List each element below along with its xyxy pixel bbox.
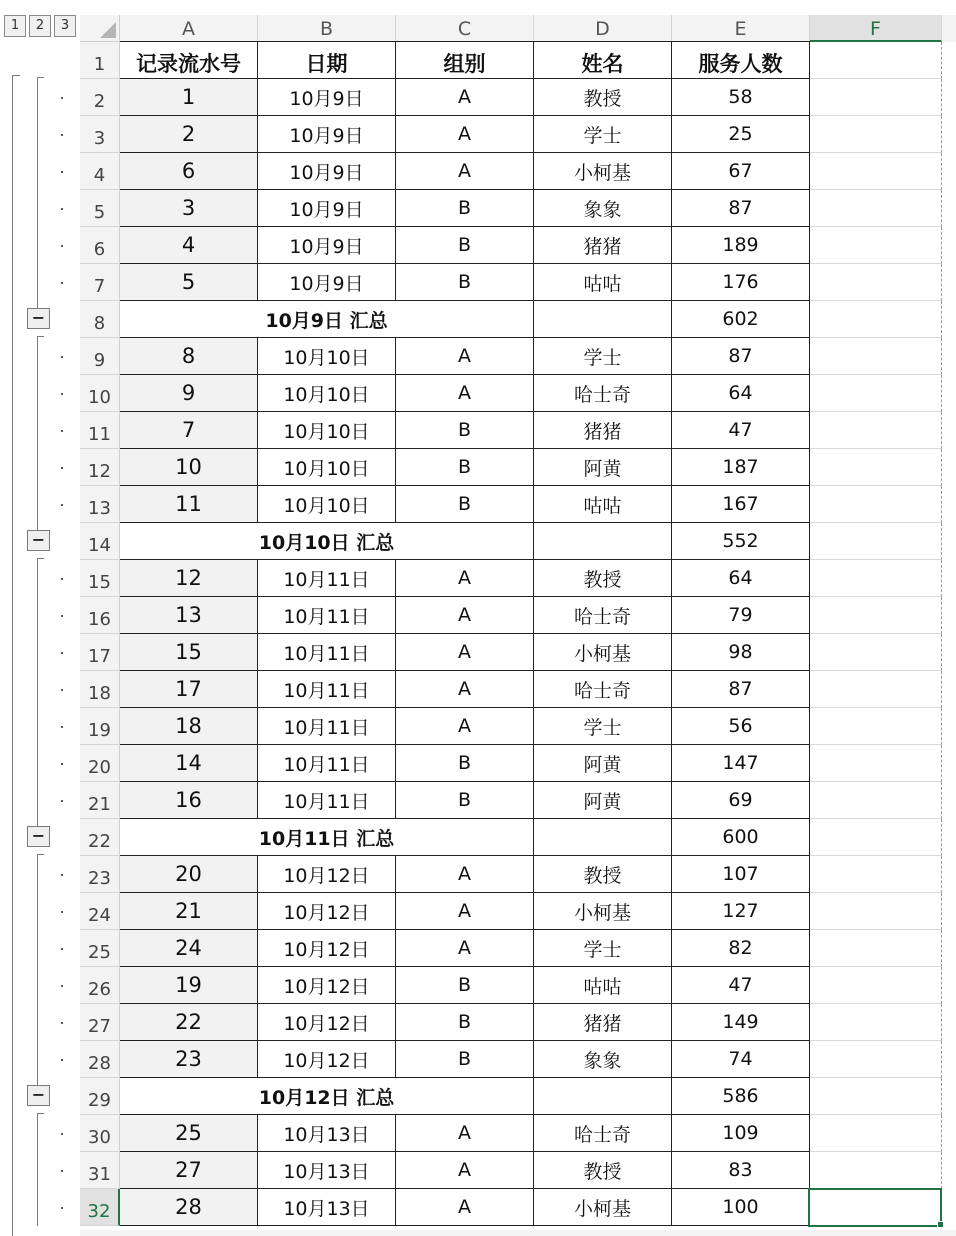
data-cell-c5[interactable]: B bbox=[396, 190, 534, 227]
data-cell-b27[interactable]: 10月12日 bbox=[258, 1004, 396, 1041]
cell-f2[interactable] bbox=[810, 79, 942, 116]
row-header-29[interactable]: 29 bbox=[80, 1078, 120, 1115]
data-cell-c31[interactable]: A bbox=[396, 1152, 534, 1189]
row-header-23[interactable]: 23 bbox=[80, 856, 120, 893]
cell-f1[interactable] bbox=[810, 42, 942, 79]
cell-f28[interactable] bbox=[810, 1041, 942, 1078]
data-cell-e30[interactable]: 109 bbox=[672, 1115, 810, 1152]
column-header-d[interactable]: D bbox=[534, 15, 672, 42]
data-cell-a9[interactable]: 8 bbox=[120, 338, 258, 375]
outline-level-1-button[interactable]: 1 bbox=[4, 15, 26, 37]
summary-cell-d29[interactable] bbox=[534, 1078, 672, 1115]
outline-row-dot-17 bbox=[61, 652, 63, 654]
summary-total-cell-e29[interactable]: 586 bbox=[672, 1078, 810, 1115]
data-cell-c27[interactable]: B bbox=[396, 1004, 534, 1041]
data-cell-e21[interactable]: 69 bbox=[672, 782, 810, 819]
cell-f6[interactable] bbox=[810, 227, 942, 264]
cell-f10[interactable] bbox=[810, 375, 942, 412]
data-cell-e31[interactable]: 83 bbox=[672, 1152, 810, 1189]
data-cell-c26[interactable]: B bbox=[396, 967, 534, 1004]
row-header-16[interactable]: 16 bbox=[80, 597, 120, 634]
data-cell-d21[interactable]: 阿黄 bbox=[534, 782, 672, 819]
sheet-bottom-edge bbox=[80, 1230, 956, 1236]
data-cell-e7[interactable]: 176 bbox=[672, 264, 810, 301]
data-cell-a11[interactable]: 7 bbox=[120, 412, 258, 449]
cell-f15[interactable] bbox=[810, 560, 942, 597]
data-cell-e13[interactable]: 167 bbox=[672, 486, 810, 523]
cell-f9[interactable] bbox=[810, 338, 942, 375]
data-cell-b25[interactable]: 10月12日 bbox=[258, 930, 396, 967]
row-header-26[interactable]: 26 bbox=[80, 967, 120, 1004]
outline-row-dot-5 bbox=[61, 208, 63, 210]
column-header-e[interactable]: E bbox=[672, 15, 810, 42]
data-cell-a5[interactable]: 3 bbox=[120, 190, 258, 227]
outline-row-dot-28 bbox=[61, 1059, 63, 1061]
summary-total-cell-e8[interactable]: 602 bbox=[672, 301, 810, 338]
data-cell-d15[interactable]: 教授 bbox=[534, 560, 672, 597]
data-cell-c6[interactable]: B bbox=[396, 227, 534, 264]
outline-row-dot-30 bbox=[61, 1133, 63, 1135]
data-cell-c30[interactable]: A bbox=[396, 1115, 534, 1152]
outline-row-dot-31 bbox=[61, 1170, 63, 1172]
data-cell-d19[interactable]: 学士 bbox=[534, 708, 672, 745]
data-cell-b7[interactable]: 10月9日 bbox=[258, 264, 396, 301]
header-cell-c[interactable]: 组别 bbox=[396, 42, 534, 79]
outline-row-dot-15 bbox=[61, 578, 63, 580]
data-cell-d12[interactable]: 阿黄 bbox=[534, 449, 672, 486]
row-header-13[interactable]: 13 bbox=[80, 486, 120, 523]
data-cell-a10[interactable]: 9 bbox=[120, 375, 258, 412]
data-cell-e18[interactable]: 87 bbox=[672, 671, 810, 708]
outline-row-dot-9 bbox=[61, 356, 63, 358]
cell-f22[interactable] bbox=[810, 819, 942, 856]
data-cell-a15[interactable]: 12 bbox=[120, 560, 258, 597]
cell-f16[interactable] bbox=[810, 597, 942, 634]
data-cell-b3[interactable]: 10月9日 bbox=[258, 116, 396, 153]
row-header-15[interactable]: 15 bbox=[80, 560, 120, 597]
data-cell-a27[interactable]: 22 bbox=[120, 1004, 258, 1041]
data-cell-b13[interactable]: 10月10日 bbox=[258, 486, 396, 523]
cell-f29[interactable] bbox=[810, 1078, 942, 1115]
header-cell-a[interactable]: 记录流水号 bbox=[120, 42, 258, 79]
row-header-21[interactable]: 21 bbox=[80, 782, 120, 819]
row-header-30[interactable]: 30 bbox=[80, 1115, 120, 1152]
row-header-1[interactable]: 1 bbox=[80, 42, 120, 79]
data-cell-d31[interactable]: 教授 bbox=[534, 1152, 672, 1189]
data-cell-a24[interactable]: 21 bbox=[120, 893, 258, 930]
data-cell-e20[interactable]: 147 bbox=[672, 745, 810, 782]
row-header-14[interactable]: 14 bbox=[80, 523, 120, 560]
outline-row-dot-18 bbox=[61, 689, 63, 691]
data-cell-d18[interactable]: 哈士奇 bbox=[534, 671, 672, 708]
data-cell-d10[interactable]: 哈士奇 bbox=[534, 375, 672, 412]
data-cell-a20[interactable]: 14 bbox=[120, 745, 258, 782]
outline-row-dot-13 bbox=[61, 504, 63, 506]
data-cell-c4[interactable]: A bbox=[396, 153, 534, 190]
cell-f30[interactable] bbox=[810, 1115, 942, 1152]
data-cell-b26[interactable]: 10月12日 bbox=[258, 967, 396, 1004]
data-cell-e28[interactable]: 74 bbox=[672, 1041, 810, 1078]
outline-row-dot-20 bbox=[61, 763, 63, 765]
outline-row-dot-10 bbox=[61, 393, 63, 395]
selected-cell-outline bbox=[808, 1188, 942, 1227]
data-cell-c20[interactable]: B bbox=[396, 745, 534, 782]
data-cell-c2[interactable]: A bbox=[396, 79, 534, 116]
data-cell-e26[interactable]: 47 bbox=[672, 967, 810, 1004]
outline-group-tick-2 bbox=[37, 558, 44, 559]
cell-f3[interactable] bbox=[810, 116, 942, 153]
data-cell-b17[interactable]: 10月11日 bbox=[258, 634, 396, 671]
data-cell-d9[interactable]: 学士 bbox=[534, 338, 672, 375]
data-cell-b30[interactable]: 10月13日 bbox=[258, 1115, 396, 1152]
data-cell-d2[interactable]: 教授 bbox=[534, 79, 672, 116]
summary-cell-d14[interactable] bbox=[534, 523, 672, 560]
cell-f17[interactable] bbox=[810, 634, 942, 671]
data-cell-b19[interactable]: 10月11日 bbox=[258, 708, 396, 745]
collapse-group-14-button[interactable]: − bbox=[27, 530, 50, 551]
data-cell-a2[interactable]: 1 bbox=[120, 79, 258, 116]
data-cell-e23[interactable]: 107 bbox=[672, 856, 810, 893]
data-cell-a23[interactable]: 20 bbox=[120, 856, 258, 893]
data-cell-a18[interactable]: 17 bbox=[120, 671, 258, 708]
collapse-group-22-button[interactable]: − bbox=[27, 826, 50, 847]
data-cell-d5[interactable]: 象象 bbox=[534, 190, 672, 227]
outline-row-dot-23 bbox=[61, 874, 63, 876]
data-cell-b32[interactable]: 10月13日 bbox=[258, 1189, 396, 1226]
data-cell-d7[interactable]: 咕咕 bbox=[534, 264, 672, 301]
data-cell-c18[interactable]: A bbox=[396, 671, 534, 708]
row-header-22[interactable]: 22 bbox=[80, 819, 120, 856]
outline-row-dot-16 bbox=[61, 615, 63, 617]
table-top-border bbox=[120, 41, 810, 42]
row-header-3[interactable]: 3 bbox=[80, 116, 120, 153]
data-cell-b9[interactable]: 10月10日 bbox=[258, 338, 396, 375]
data-cell-e17[interactable]: 98 bbox=[672, 634, 810, 671]
data-cell-a32[interactable]: 28 bbox=[120, 1189, 258, 1226]
data-cell-d24[interactable]: 小柯基 bbox=[534, 893, 672, 930]
row-header-24[interactable]: 24 bbox=[80, 893, 120, 930]
header-cell-e[interactable]: 服务人数 bbox=[672, 42, 810, 79]
data-cell-e24[interactable]: 127 bbox=[672, 893, 810, 930]
data-cell-c16[interactable]: A bbox=[396, 597, 534, 634]
outline-group-line-3 bbox=[37, 854, 38, 1086]
data-cell-c23[interactable]: A bbox=[396, 856, 534, 893]
cell-f31[interactable] bbox=[810, 1152, 942, 1189]
data-cell-e3[interactable]: 25 bbox=[672, 116, 810, 153]
outline-row-dot-26 bbox=[61, 985, 63, 987]
data-cell-d26[interactable]: 咕咕 bbox=[534, 967, 672, 1004]
summary-label-cell-29[interactable]: 10月12日 汇总 bbox=[120, 1078, 534, 1115]
outline-level-2-button[interactable]: 2 bbox=[29, 15, 51, 37]
data-cell-d13[interactable]: 咕咕 bbox=[534, 486, 672, 523]
data-cell-d20[interactable]: 阿黄 bbox=[534, 745, 672, 782]
cell-f19[interactable] bbox=[810, 708, 942, 745]
row-header-20[interactable]: 20 bbox=[80, 745, 120, 782]
header-cell-b[interactable]: 日期 bbox=[258, 42, 396, 79]
data-cell-c25[interactable]: A bbox=[396, 930, 534, 967]
cell-f13[interactable] bbox=[810, 486, 942, 523]
column-header-b[interactable]: B bbox=[258, 15, 396, 42]
data-cell-a4[interactable]: 6 bbox=[120, 153, 258, 190]
row-header-18[interactable]: 18 bbox=[80, 671, 120, 708]
outline-row-dot-4 bbox=[61, 171, 63, 173]
data-cell-b31[interactable]: 10月13日 bbox=[258, 1152, 396, 1189]
summary-cell-d8[interactable] bbox=[534, 301, 672, 338]
outline-row-dot-7 bbox=[61, 282, 63, 284]
data-cell-e10[interactable]: 64 bbox=[672, 375, 810, 412]
data-cell-a30[interactable]: 25 bbox=[120, 1115, 258, 1152]
header-cell-d[interactable]: 姓名 bbox=[534, 42, 672, 79]
row-header-31[interactable]: 31 bbox=[80, 1152, 120, 1189]
cell-f14[interactable] bbox=[810, 523, 942, 560]
cell-f18[interactable] bbox=[810, 671, 942, 708]
column-header-c[interactable]: C bbox=[396, 15, 534, 42]
data-cell-c28[interactable]: B bbox=[396, 1041, 534, 1078]
data-cell-a17[interactable]: 15 bbox=[120, 634, 258, 671]
row-header-9[interactable]: 9 bbox=[80, 338, 120, 375]
outline-group-line-1 bbox=[37, 336, 38, 531]
cell-f8[interactable] bbox=[810, 301, 942, 338]
outline-row-dot-25 bbox=[61, 948, 63, 950]
outline-row-dot-19 bbox=[61, 726, 63, 728]
summary-cell-d22[interactable] bbox=[534, 819, 672, 856]
data-cell-d6[interactable]: 猪猪 bbox=[534, 227, 672, 264]
cell-f12[interactable] bbox=[810, 449, 942, 486]
row-header-7[interactable]: 7 bbox=[80, 264, 120, 301]
data-cell-b5[interactable]: 10月9日 bbox=[258, 190, 396, 227]
data-cell-b18[interactable]: 10月11日 bbox=[258, 671, 396, 708]
summary-label-cell-14[interactable]: 10月10日 汇总 bbox=[120, 523, 534, 560]
row-header-28[interactable]: 28 bbox=[80, 1041, 120, 1078]
data-cell-e9[interactable]: 87 bbox=[672, 338, 810, 375]
row-header-17[interactable]: 17 bbox=[80, 634, 120, 671]
outline-group-tick-1 bbox=[37, 336, 44, 337]
data-cell-c19[interactable]: A bbox=[396, 708, 534, 745]
row-header-11[interactable]: 11 bbox=[80, 412, 120, 449]
outline-group-tick-3 bbox=[37, 854, 44, 855]
data-cell-e25[interactable]: 82 bbox=[672, 930, 810, 967]
data-cell-b21[interactable]: 10月11日 bbox=[258, 782, 396, 819]
data-cell-c3[interactable]: A bbox=[396, 116, 534, 153]
data-cell-e27[interactable]: 149 bbox=[672, 1004, 810, 1041]
cell-f23[interactable] bbox=[810, 856, 942, 893]
data-cell-d25[interactable]: 学士 bbox=[534, 930, 672, 967]
data-cell-d3[interactable]: 学士 bbox=[534, 116, 672, 153]
data-cell-b15[interactable]: 10月11日 bbox=[258, 560, 396, 597]
outline-group-line-4 bbox=[37, 1113, 38, 1226]
cell-f7[interactable] bbox=[810, 264, 942, 301]
data-cell-a31[interactable]: 27 bbox=[120, 1152, 258, 1189]
data-cell-e6[interactable]: 189 bbox=[672, 227, 810, 264]
data-cell-e5[interactable]: 87 bbox=[672, 190, 810, 227]
data-cell-d17[interactable]: 小柯基 bbox=[534, 634, 672, 671]
outline-row-dot-27 bbox=[61, 1022, 63, 1024]
data-cell-c15[interactable]: A bbox=[396, 560, 534, 597]
data-cell-c9[interactable]: A bbox=[396, 338, 534, 375]
outline-level1-line bbox=[12, 75, 13, 1236]
outline-group-line-0 bbox=[37, 77, 38, 309]
data-cell-b23[interactable]: 10月12日 bbox=[258, 856, 396, 893]
outline-row-dot-6 bbox=[61, 245, 63, 247]
data-cell-a7[interactable]: 5 bbox=[120, 264, 258, 301]
outline-level-3-button[interactable]: 3 bbox=[54, 15, 76, 37]
data-cell-b28[interactable]: 10月12日 bbox=[258, 1041, 396, 1078]
outline-row-dot-11 bbox=[61, 430, 63, 432]
cell-f25[interactable] bbox=[810, 930, 942, 967]
row-header-5[interactable]: 5 bbox=[80, 190, 120, 227]
data-cell-e12[interactable]: 187 bbox=[672, 449, 810, 486]
data-cell-e32[interactable]: 100 bbox=[672, 1189, 810, 1226]
outline-group-line-2 bbox=[37, 558, 38, 827]
data-cell-c32[interactable]: A bbox=[396, 1189, 534, 1226]
data-cell-d32[interactable]: 小柯基 bbox=[534, 1189, 672, 1226]
cell-f4[interactable] bbox=[810, 153, 942, 190]
data-cell-e2[interactable]: 58 bbox=[672, 79, 810, 116]
data-cell-e16[interactable]: 79 bbox=[672, 597, 810, 634]
data-cell-a21[interactable]: 16 bbox=[120, 782, 258, 819]
cell-f26[interactable] bbox=[810, 967, 942, 1004]
data-cell-b10[interactable]: 10月10日 bbox=[258, 375, 396, 412]
row-header-10[interactable]: 10 bbox=[80, 375, 120, 412]
row-header-2[interactable]: 2 bbox=[80, 79, 120, 116]
outline-row-dot-3 bbox=[61, 134, 63, 136]
cell-f11[interactable] bbox=[810, 412, 942, 449]
outline-row-dot-12 bbox=[61, 467, 63, 469]
column-header-f[interactable]: F bbox=[810, 15, 942, 42]
data-cell-e11[interactable]: 47 bbox=[672, 412, 810, 449]
column-header-a[interactable]: A bbox=[120, 15, 258, 42]
outline-group-tick-4 bbox=[37, 1113, 44, 1114]
row-header-8[interactable]: 8 bbox=[80, 301, 120, 338]
fill-handle[interactable] bbox=[937, 1221, 944, 1228]
cell-f20[interactable] bbox=[810, 745, 942, 782]
data-cell-d30[interactable]: 哈士奇 bbox=[534, 1115, 672, 1152]
data-cell-b12[interactable]: 10月10日 bbox=[258, 449, 396, 486]
data-cell-b2[interactable]: 10月9日 bbox=[258, 79, 396, 116]
data-cell-c21[interactable]: B bbox=[396, 782, 534, 819]
outline-row-dot-32 bbox=[61, 1207, 63, 1209]
outline-row-dot-24 bbox=[61, 911, 63, 913]
row-header-25[interactable]: 25 bbox=[80, 930, 120, 967]
summary-label-cell-8[interactable]: 10月9日 汇总 bbox=[120, 301, 534, 338]
data-cell-d16[interactable]: 哈士奇 bbox=[534, 597, 672, 634]
data-cell-c17[interactable]: A bbox=[396, 634, 534, 671]
row-header-12[interactable]: 12 bbox=[80, 449, 120, 486]
data-cell-d28[interactable]: 象象 bbox=[534, 1041, 672, 1078]
column-header-filler bbox=[942, 15, 956, 42]
data-cell-a3[interactable]: 2 bbox=[120, 116, 258, 153]
data-cell-a16[interactable]: 13 bbox=[120, 597, 258, 634]
row-header-32[interactable]: 32 bbox=[80, 1189, 120, 1226]
data-cell-e19[interactable]: 56 bbox=[672, 708, 810, 745]
outline-row-dot-21 bbox=[61, 800, 63, 802]
data-cell-b20[interactable]: 10月11日 bbox=[258, 745, 396, 782]
outline-row-dot-2 bbox=[61, 97, 63, 99]
row-header-19[interactable]: 19 bbox=[80, 708, 120, 745]
data-cell-e4[interactable]: 67 bbox=[672, 153, 810, 190]
data-cell-c13[interactable]: B bbox=[396, 486, 534, 523]
row-header-6[interactable]: 6 bbox=[80, 227, 120, 264]
cell-f24[interactable] bbox=[810, 893, 942, 930]
data-cell-a12[interactable]: 10 bbox=[120, 449, 258, 486]
data-cell-a28[interactable]: 23 bbox=[120, 1041, 258, 1078]
data-cell-a26[interactable]: 19 bbox=[120, 967, 258, 1004]
data-cell-b16[interactable]: 10月11日 bbox=[258, 597, 396, 634]
data-cell-b4[interactable]: 10月9日 bbox=[258, 153, 396, 190]
data-cell-c7[interactable]: B bbox=[396, 264, 534, 301]
row-header-4[interactable]: 4 bbox=[80, 153, 120, 190]
summary-label-cell-22[interactable]: 10月11日 汇总 bbox=[120, 819, 534, 856]
outline-level1-tick bbox=[12, 75, 20, 76]
data-cell-b24[interactable]: 10月12日 bbox=[258, 893, 396, 930]
data-cell-a6[interactable]: 4 bbox=[120, 227, 258, 264]
outline-group-tick-0 bbox=[37, 77, 44, 78]
data-cell-b11[interactable]: 10月10日 bbox=[258, 412, 396, 449]
select-all-triangle-icon bbox=[100, 22, 116, 38]
data-cell-d27[interactable]: 猪猪 bbox=[534, 1004, 672, 1041]
cell-f21[interactable] bbox=[810, 782, 942, 819]
data-cell-c24[interactable]: A bbox=[396, 893, 534, 930]
data-cell-d11[interactable]: 猪猪 bbox=[534, 412, 672, 449]
collapse-group-29-button[interactable]: − bbox=[27, 1085, 50, 1106]
cell-f5[interactable] bbox=[810, 190, 942, 227]
data-cell-a13[interactable]: 11 bbox=[120, 486, 258, 523]
summary-total-cell-e14[interactable]: 552 bbox=[672, 523, 810, 560]
data-cell-a19[interactable]: 18 bbox=[120, 708, 258, 745]
data-cell-d23[interactable]: 教授 bbox=[534, 856, 672, 893]
data-cell-c10[interactable]: A bbox=[396, 375, 534, 412]
data-cell-a25[interactable]: 24 bbox=[120, 930, 258, 967]
summary-total-cell-e22[interactable]: 600 bbox=[672, 819, 810, 856]
data-cell-b6[interactable]: 10月9日 bbox=[258, 227, 396, 264]
data-cell-d4[interactable]: 小柯基 bbox=[534, 153, 672, 190]
row-header-27[interactable]: 27 bbox=[80, 1004, 120, 1041]
data-cell-e15[interactable]: 64 bbox=[672, 560, 810, 597]
top-strip bbox=[80, 0, 956, 15]
cell-f27[interactable] bbox=[810, 1004, 942, 1041]
data-cell-c11[interactable]: B bbox=[396, 412, 534, 449]
data-cell-c12[interactable]: B bbox=[396, 449, 534, 486]
collapse-group-8-button[interactable]: − bbox=[27, 308, 50, 329]
